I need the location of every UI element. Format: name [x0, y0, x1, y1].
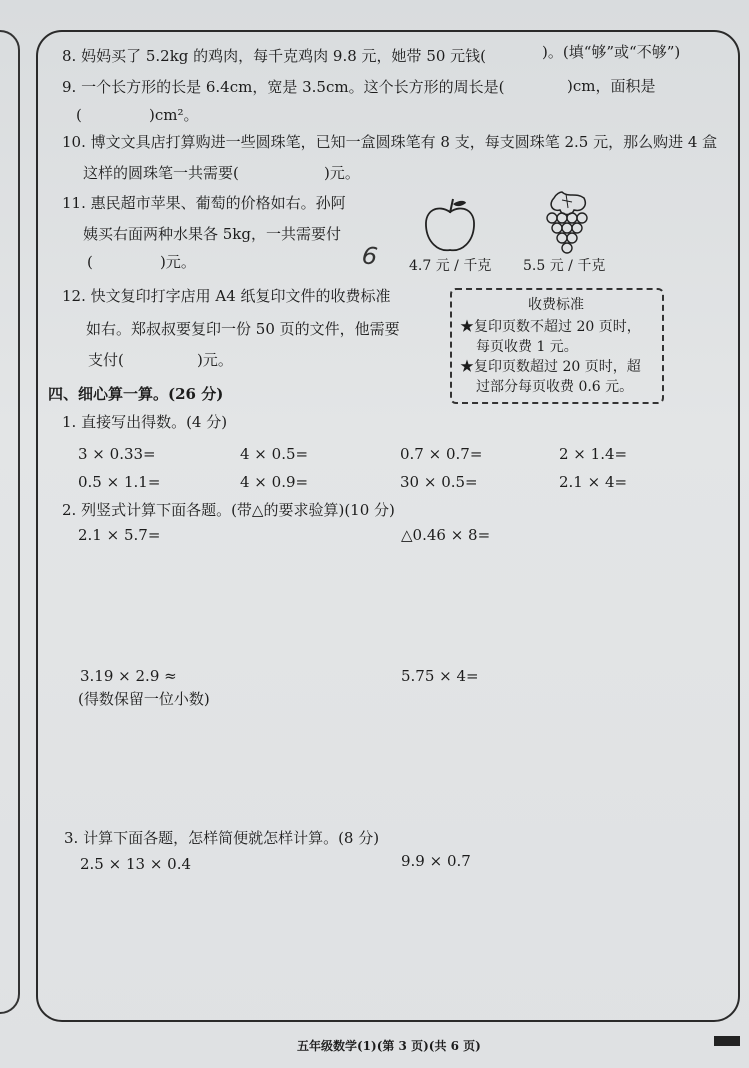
apple-icon [420, 196, 480, 256]
calc-1-2: 4 × 0.5= [240, 445, 309, 463]
q8-text-a: 8. 妈妈买了 5.2kg 的鸡肉，每千克鸡肉 9.8 元，她带 50 元钱( [62, 47, 487, 65]
part-2-title: 2. 列竖式计算下面各题。(带△的要求验算)(10 分) [62, 501, 395, 519]
q11-text-d: )元。 [160, 253, 196, 271]
part-3-title: 3. 计算下面各题，怎样简便就怎样计算。(8 分) [64, 829, 380, 847]
q10-text-a: 10. 博文文具店打算购进一些圆珠笔，已知一盒圆珠笔有 8 支，每支圆珠笔 2.5 元，那么购进 4 盒 [62, 133, 718, 151]
fee-rule-1a: ★复印页数不超过 20 页时， [460, 319, 641, 335]
vertical-calc-3: 3.19 × 2.9 ≈ [80, 667, 177, 685]
calc-1-8: 2.1 × 4= [559, 473, 628, 491]
vertical-calc-2: △0.46 × 8= [401, 526, 491, 544]
page-footer: 五年级数学(1)(第 3 页)(共 6 页) [297, 1039, 481, 1053]
q9-text-c: ( [76, 106, 82, 124]
q9-text-d: )cm²。 [149, 106, 199, 124]
grape-icon [538, 188, 592, 256]
apple-price: 4.7 元 / 千克 [409, 258, 492, 274]
calc-1-1: 3 × 0.33= [78, 445, 156, 463]
q12-text-b: 如右。郑叔叔要复印一份 50 页的文件，他需要 [86, 320, 400, 338]
vertical-calc-4: 5.75 × 4= [401, 667, 479, 685]
q11-text-c: ( [87, 253, 93, 271]
adjacent-page-edge [0, 30, 20, 1014]
fee-standard-box [450, 288, 664, 404]
calc-1-4: 2 × 1.4= [559, 445, 628, 463]
q9-text-a: 9. 一个长方形的长是 6.4cm，宽是 3.5cm。这个长方形的周长是( [62, 78, 505, 96]
footer-block-mark [714, 1036, 740, 1046]
q11-text-b: 姨买右面两种水果各 5kg，一共需要付 [83, 225, 342, 243]
q10-text-c: )元。 [324, 164, 360, 182]
fee-rule-2a: ★复印页数超过 20 页时，超 [460, 359, 641, 375]
q12-text-d: )元。 [197, 351, 233, 369]
calc-1-6: 4 × 0.9= [240, 473, 309, 491]
simplify-calc-2: 9.9 × 0.7 [401, 852, 471, 870]
fee-rule-1b: 每页收费 1 元。 [476, 339, 578, 355]
q8-text-b: )。(填“够”或“不够”) [542, 43, 681, 61]
vertical-calc-1: 2.1 × 5.7= [78, 526, 161, 544]
calc-1-7: 30 × 0.5= [400, 473, 478, 491]
q12-text-c: 支付( [88, 351, 124, 369]
fee-rule-2b: 过部分每页收费 0.6 元。 [476, 379, 634, 395]
q10-text-b: 这样的圆珠笔一共需要( [83, 164, 239, 182]
q9-text-b: )cm，面积是 [567, 77, 656, 95]
calc-1-3: 0.7 × 0.7= [400, 445, 483, 463]
part-1-title: 1. 直接写出得数。(4 分) [62, 413, 228, 431]
q11-text-a: 11. 惠民超市苹果、葡萄的价格如右。孙阿 [62, 194, 346, 212]
calc-1-5: 0.5 × 1.1= [78, 473, 161, 491]
q12-text-a: 12. 快文复印打字店用 A4 纸复印文件的收费标准 [62, 287, 391, 305]
fee-title: 收费标准 [528, 297, 584, 313]
grape-price: 5.5 元 / 千克 [523, 258, 606, 274]
simplify-calc-1: 2.5 × 13 × 0.4 [80, 855, 192, 873]
vertical-calc-3-note: (得数保留一位小数) [78, 690, 210, 708]
handwritten-mark: 6 [360, 241, 380, 271]
section-4-title: 四、细心算一算。(26 分) [48, 385, 224, 403]
